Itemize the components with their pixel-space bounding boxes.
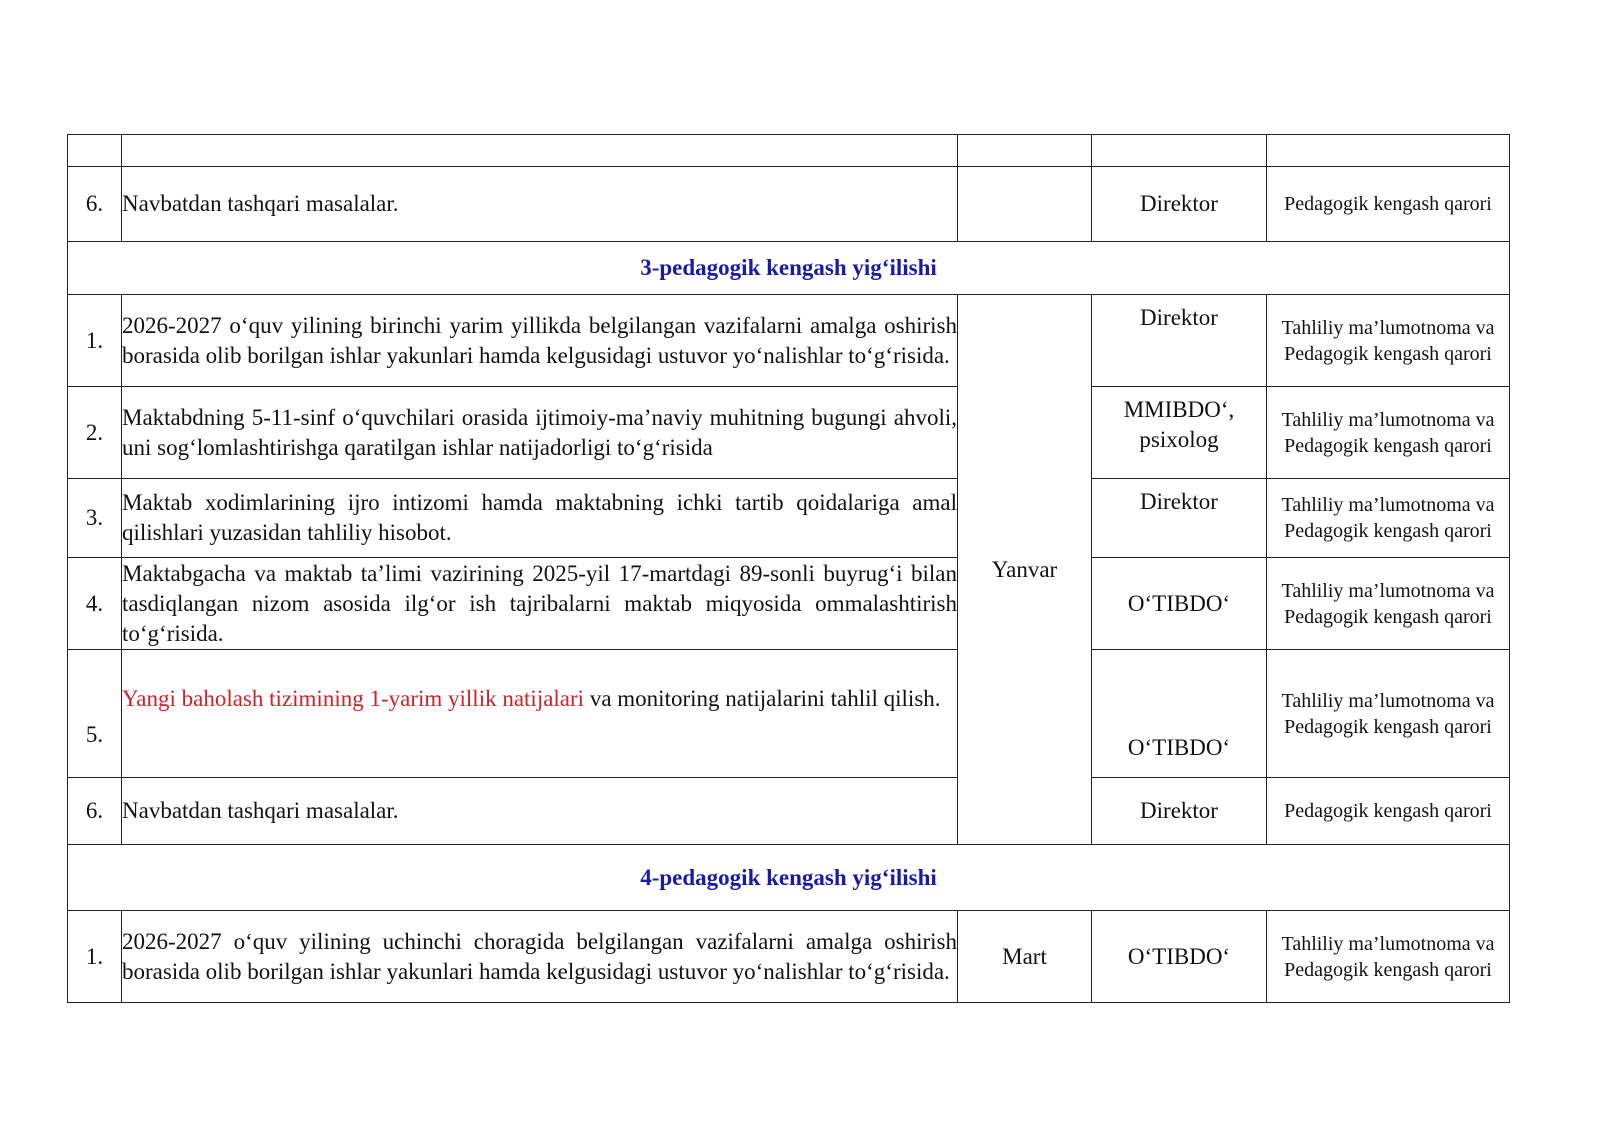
item-responsible: O‘TIBDO‘ [1092, 558, 1267, 650]
item-document: Pedagogik kengash qarori [1267, 167, 1510, 242]
item-topic-highlight: Yangi baholash tizimining 1-yarim yillik natijalari [122, 686, 585, 711]
item-topic-rest: va monitoring natijalarini tahlil qilish. [584, 686, 941, 711]
table-row [68, 479, 1510, 558]
item-document: Tahliliy ma’lumotnoma va Pedagogik kengash qarori [1267, 558, 1510, 650]
item-topic: Maktabdning 5-11-sinf o‘quvchilari orasida ijtimoiy-ma’naviy muhitning bugungi ahvoli, uni sog‘lomlashtirishga qaratilgan ishlar natijadorligi to‘g‘risida [122, 387, 958, 479]
table-row-empty-top [68, 135, 1510, 167]
item-number: 1. [68, 911, 122, 1003]
section-title: 3-pedagogik kengash yig‘ilishi [68, 242, 1510, 295]
section-header-row [68, 845, 1510, 911]
item-document: Pedagogik kengash qarori [1267, 778, 1510, 845]
item-document: Tahliliy ma’lumotnoma va Pedagogik kengash qarori [1267, 387, 1510, 479]
empty-cell [958, 135, 1092, 167]
table-row [68, 558, 1510, 650]
item-responsible: O‘TIBDO‘ [1092, 650, 1267, 778]
item-responsible: Direktor [1092, 479, 1267, 558]
item-responsible: Direktor [1092, 778, 1267, 845]
empty-cell [1267, 135, 1510, 167]
item-topic: Navbatdan tashqari masalalar. [122, 167, 958, 242]
item-month: Yanvar [958, 295, 1092, 845]
item-number: 5. [68, 650, 122, 778]
section-header-row [68, 242, 1510, 295]
item-responsible: O‘TIBDO‘ [1092, 911, 1267, 1003]
item-topic: Navbatdan tashqari masalalar. [122, 778, 958, 845]
pedagogical-council-plan-table [67, 134, 1510, 1003]
item-responsible: Direktor [1092, 295, 1267, 387]
item-number: 6. [68, 778, 122, 845]
item-month: Mart [958, 911, 1092, 1003]
table-row [68, 650, 1510, 778]
table-row [68, 911, 1510, 1003]
table-row [68, 295, 1510, 387]
item-topic: 2026-2027 o‘quv yilining uchinchi choragida belgilangan vazifalarni amalga oshirish borasida olib borilgan ishlar yakunlari hamda kelgusidagi ustuvor yo‘nalishlar to‘g‘risida. [122, 911, 958, 1003]
item-responsible: Direktor [1092, 167, 1267, 242]
item-month-empty [958, 167, 1092, 242]
item-number: 1. [68, 295, 122, 387]
item-topic: Maktab xodimlarining ijro intizomi hamda maktabning ichki tartib qoidalariga amal qilishlari yuzasidan tahliliy hisobot. [122, 479, 958, 558]
item-topic: 2026-2027 o‘quv yilining birinchi yarim yillikda belgilangan vazifalarni amalga oshirish borasida olib borilgan ishlar yakunlari hamda kelgusidagi ustuvor yo‘nalishlar to‘g‘risida. [122, 295, 958, 387]
item-document: Tahliliy ma’lumotnoma va Pedagogik kengash qarori [1267, 650, 1510, 778]
empty-cell [122, 135, 958, 167]
item-responsible: MMIBDO‘, psixolog [1092, 387, 1267, 479]
item-document: Tahliliy ma’lumotnoma va Pedagogik kengash qarori [1267, 479, 1510, 558]
table-row [68, 167, 1510, 242]
item-topic: Maktabgacha va maktab ta’limi vazirining 2025-yil 17-martdagi 89-sonli buyrug‘i bilan tasdiqlangan nizom asosida ilg‘or ish tajribalarni maktab miqyosida ommalashtirish to‘g‘risida. [122, 558, 958, 650]
table-row [68, 778, 1510, 845]
item-number: 2. [68, 387, 122, 479]
empty-cell [1092, 135, 1267, 167]
item-number: 3. [68, 479, 122, 558]
item-document: Tahliliy ma’lumotnoma va Pedagogik kengash qarori [1267, 911, 1510, 1003]
item-number: 4. [68, 558, 122, 650]
item-number: 6. [68, 167, 122, 242]
item-topic [122, 650, 958, 778]
section-title: 4-pedagogik kengash yig‘ilishi [68, 845, 1510, 911]
empty-cell [68, 135, 122, 167]
table-row [68, 387, 1510, 479]
item-document: Tahliliy ma’lumotnoma va Pedagogik kengash qarori [1267, 295, 1510, 387]
